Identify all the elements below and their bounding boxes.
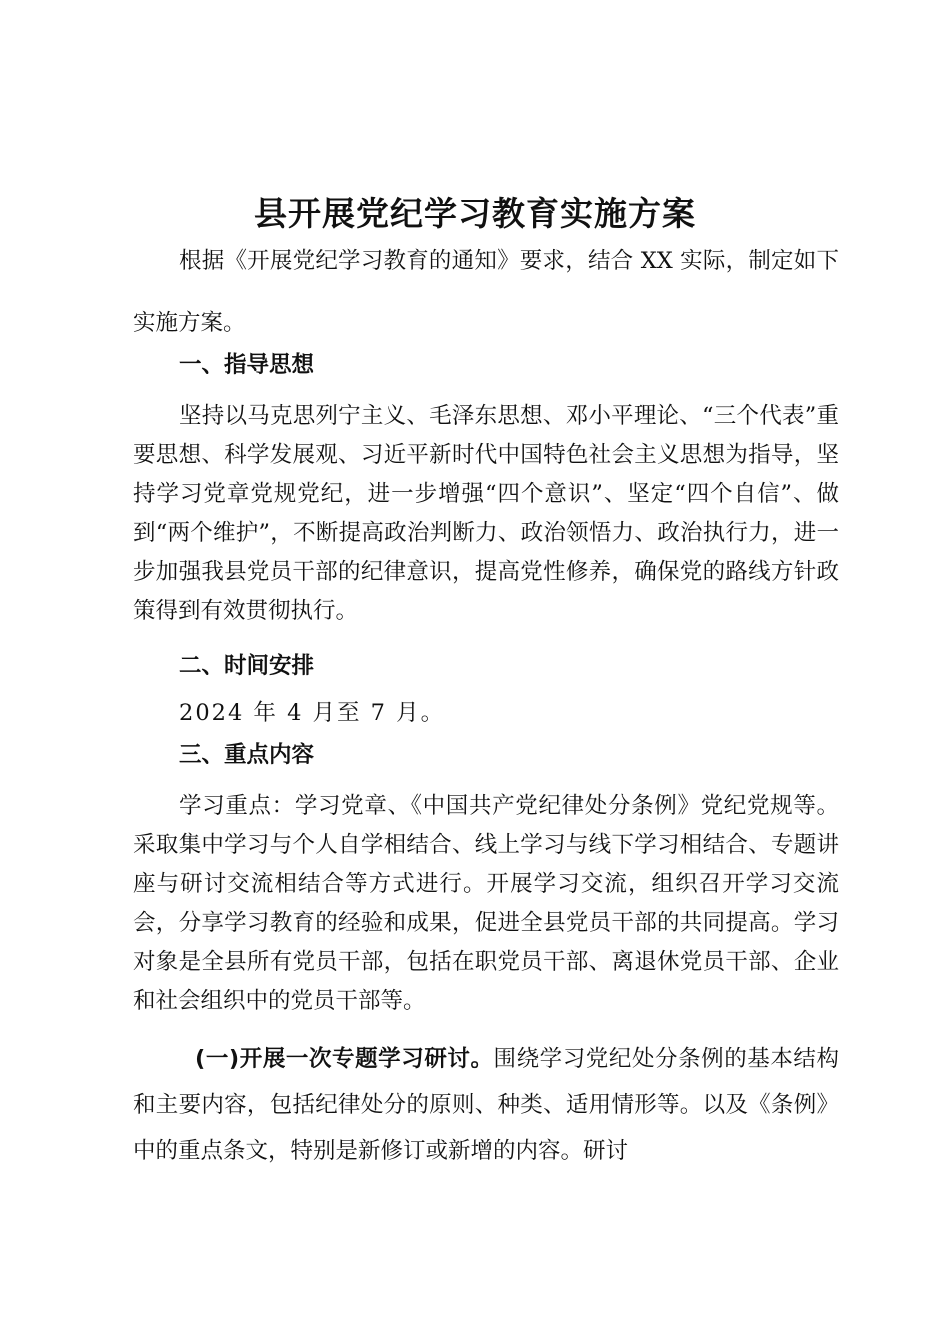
- section-body-guiding-ideology: 坚持以马克思列宁主义、毛泽东思想、邓小平理论、“三个代表”重要思想、科学发展观、习近平新时代中国特色社会主义思想为指导，坚持学习党章党规党纪，进一步增强“四个意识”、坚定“四个自信”、做到“两个维护”，不断提高政治判断力、政治领悟力、政治执行力，进一步加强我县党员干部的纪律意识，提高党性修养，确保党的路线方针政策得到有效贯彻执行。: [133, 403, 839, 624]
- intro-paragraph: 根据《开展党纪学习教育的通知》要求，结合 XX 实际，制定如下实施方案。: [133, 248, 839, 336]
- section-body-key-content: 学习重点：学习党章、《中国共产党纪律处分条例》党纪党规等。采取集中学习与个人自学相结合、线上学习与线下学习相结合、专题讲座与研讨交流相结合等方式进行。开展学习交流，组织召开学习交流会，分享学习教育的经验和成果，促进全县党员干部的共同提高。学习对象是全县所有党员干部，包括在职党员干部、离退休党员干部、企业和社会组织中的党员干部等。: [133, 793, 839, 1014]
- section-body-schedule: 2024 年 4 月至 7 月。: [179, 700, 446, 726]
- item-1-paragraph: [133, 1036, 839, 1174]
- document-title: 县开展党纪学习教育实施方案: [254, 194, 696, 233]
- section-heading-schedule: 二、时间安排: [179, 653, 315, 679]
- item-1-lead: (一)开展一次专题学习研讨。: [195, 1046, 494, 1072]
- item-1-body: 围绕学习党纪处分条例的基本结构和主要内容，包括纪律处分的原则、种类、适用情形等。以及《条例》中的重点条文，特别是新修订或新增的内容。研讨: [133, 1046, 839, 1164]
- section-heading-key-content: 三、重点内容: [179, 742, 315, 768]
- section-heading-guiding-ideology: 一、指导思想: [179, 352, 315, 378]
